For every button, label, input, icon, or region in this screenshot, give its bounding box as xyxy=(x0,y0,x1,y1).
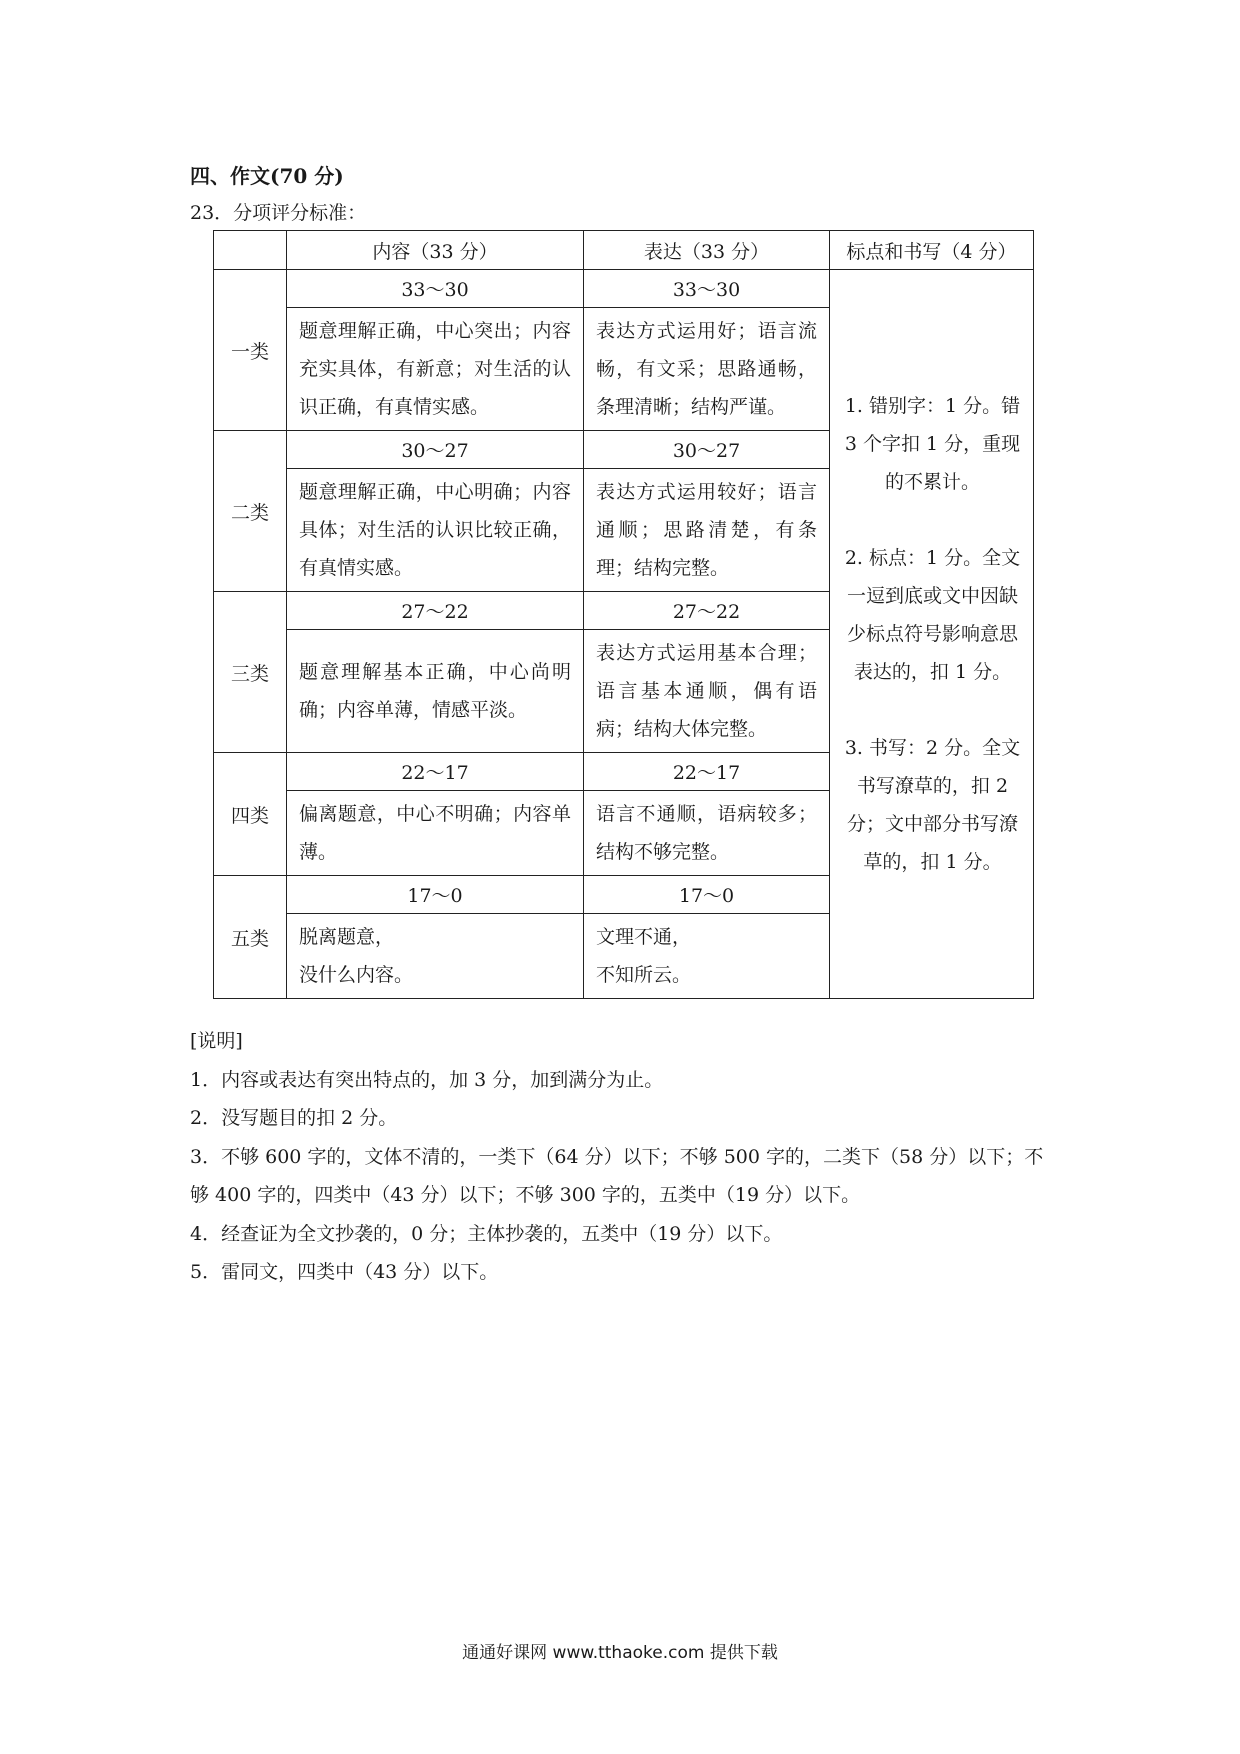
expression-text: 表达方式运用好；语言流畅，有文采；思路通畅，条理清晰；结构严谨。 xyxy=(584,308,830,431)
note-item: 4．经查证为全文抄袭的，0 分；主体抄袭的，五类中（19 分）以下。 xyxy=(190,1222,783,1245)
table-header-row xyxy=(214,231,1034,270)
scoring-table xyxy=(213,230,1034,999)
expression-text: 表达方式运用基本合理；语言基本通顺，偶有语病；结构大体完整。 xyxy=(584,630,830,753)
category-label: 四类 xyxy=(214,753,287,876)
expression-range: 27～22 xyxy=(584,592,830,630)
expression-text-line: 文理不通， xyxy=(596,926,692,948)
table-row xyxy=(214,270,1034,308)
header-cell-empty xyxy=(214,231,287,270)
content-text: 偏离题意，中心不明确；内容单薄。 xyxy=(287,791,584,876)
question-line: 23．分项评分标准： xyxy=(190,202,367,224)
content-range: 27～22 xyxy=(287,592,584,630)
content-text: 题意理解正确，中心突出；内容充实具体，有新意；对生活的认识正确，有真情实感。 xyxy=(287,308,584,431)
note-item: 2．没写题目的扣 2 分。 xyxy=(190,1107,398,1129)
expression-range: 33～30 xyxy=(584,270,830,308)
expression-text: 语言不通顺，语病较多；结构不够完整。 xyxy=(584,791,830,876)
expression-range: 22～17 xyxy=(584,753,830,791)
notes-section xyxy=(190,1022,1050,1292)
category-label: 五类 xyxy=(214,876,287,999)
footer-source: 通通好课网 www.tthaoke.com 提供下载 xyxy=(462,1643,778,1663)
expression-range: 30～27 xyxy=(584,431,830,469)
header-content: 内容（33 分） xyxy=(287,231,584,270)
content-range: 17～0 xyxy=(287,876,584,914)
content-text: 题意理解正确，中心明确；内容具体；对生活的认识比较正确，有真情实感。 xyxy=(287,469,584,592)
notes-heading: [说明] xyxy=(190,1030,243,1052)
note-item: 1．内容或表达有突出特点的，加 3 分，加到满分为止。 xyxy=(190,1068,664,1091)
content-text-line: 脱离题意， xyxy=(299,926,395,948)
content-range: 22～17 xyxy=(287,753,584,791)
content-text xyxy=(287,914,584,999)
content-range: 30～27 xyxy=(287,431,584,469)
category-label: 二类 xyxy=(214,431,287,592)
expression-range: 17～0 xyxy=(584,876,830,914)
content-range: 33～30 xyxy=(287,270,584,308)
content-text-line: 没什么内容。 xyxy=(299,964,414,986)
header-mechanics: 标点和书写（4 分） xyxy=(830,231,1034,270)
expression-text xyxy=(584,914,830,999)
mechanics-cell xyxy=(830,270,1034,999)
mechanics-item: 3. 书写：2 分。全文书写潦草的，扣 2 分；文中部分书写潦草的，扣 1 分。 xyxy=(844,737,1021,873)
category-label: 一类 xyxy=(214,270,287,431)
note-item: 3．不够 600 字的，文体不清的，一类下（64 分）以下；不够 500 字的，二类下（58 分）以下；不够 400 字的，四类中（43 分）以下；不够 300 字的，五类中（19 分）以下。 xyxy=(190,1145,1044,1206)
header-expression: 表达（33 分） xyxy=(584,231,830,270)
category-label: 三类 xyxy=(214,592,287,753)
section-title: 四、作文(70 分) xyxy=(190,164,344,188)
note-item: 5．雷同文，四类中（43 分）以下。 xyxy=(190,1261,499,1283)
mechanics-item: 1. 错别字：1 分。错 3 个字扣 1 分，重现的不累计。 xyxy=(844,395,1021,493)
content-text: 题意理解基本正确，中心尚明确；内容单薄，情感平淡。 xyxy=(287,630,584,753)
expression-text-line: 不知所云。 xyxy=(596,964,692,986)
expression-text: 表达方式运用较好；语言通顺；思路清楚，有条理；结构完整。 xyxy=(584,469,830,592)
mechanics-item: 2. 标点：1 分。全文一逗到底或文中因缺少标点符号影响意思表达的，扣 1 分。 xyxy=(844,547,1021,683)
